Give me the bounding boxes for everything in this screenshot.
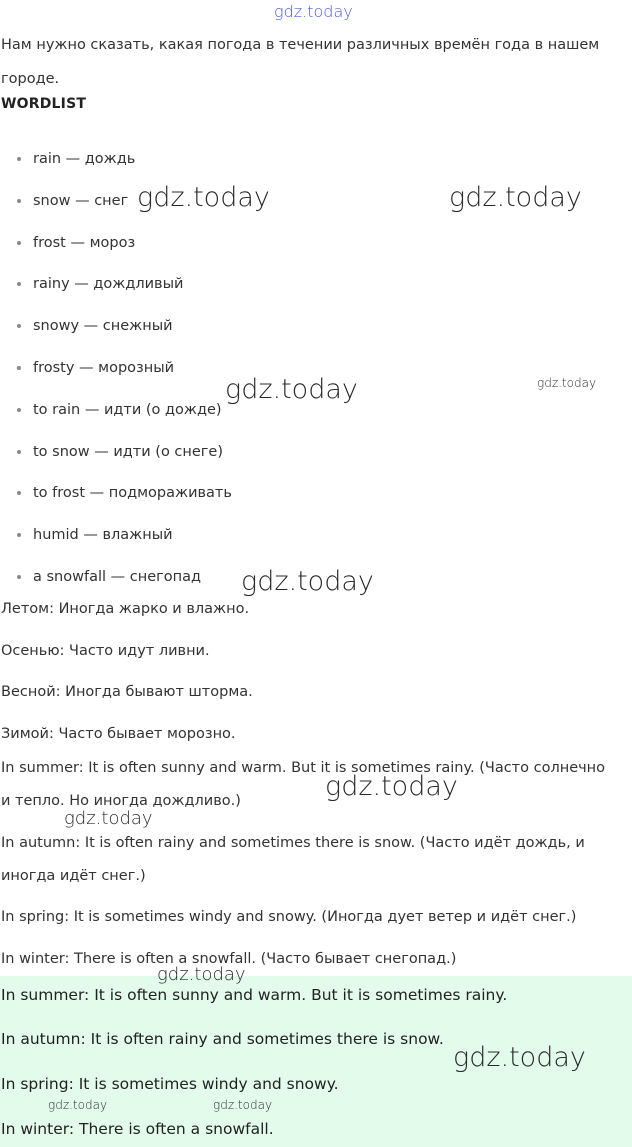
wordlist-item: humid — влажный bbox=[0, 518, 632, 560]
russian-spring-line: Весной: Иногда бывают шторма. bbox=[1, 684, 253, 700]
wordlist-heading: WORDLIST bbox=[1, 96, 87, 112]
answer-winter: In winter: There is often a snowfall. bbox=[1, 1120, 274, 1138]
wordlist-item: frost — мороз bbox=[0, 226, 632, 268]
wordlist-item: a snowfall — снегопад bbox=[0, 560, 632, 602]
wordlist-item: rain — дождь bbox=[0, 142, 632, 184]
answer-summer: In summer: It is often sunny and warm. But it is sometimes rainy. bbox=[1, 986, 508, 1004]
translated-summer-line-1: In summer: It is often sunny and warm. But it is sometimes rainy. (Часто солнечно bbox=[1, 760, 606, 776]
watermark: gdz.today bbox=[537, 376, 597, 390]
intro-text: Нам нужно сказать, какая погода в течении различных времён года в нашем городе. bbox=[1, 37, 600, 87]
russian-summer-line: Летом: Иногда жарко и влажно. bbox=[1, 601, 250, 617]
wordlist-item: snow — снег bbox=[0, 184, 632, 226]
watermark: gdz.today bbox=[241, 566, 374, 597]
watermark: gdz.today bbox=[64, 808, 153, 829]
watermark: gdz.today bbox=[325, 771, 458, 802]
russian-autumn-line: Осенью: Часто идут ливни. bbox=[1, 643, 210, 659]
translated-autumn-line-1: In autumn: It is often rainy and sometimes there is snow. (Часто идёт дождь, и bbox=[1, 835, 585, 851]
translated-summer-line-2: и тепло. Но иногда дождливо.) bbox=[1, 793, 241, 809]
watermark: gdz.today bbox=[453, 1042, 586, 1073]
wordlist-item: frosty — морозный bbox=[0, 351, 632, 393]
russian-winter-line: Зимой: Часто бывает морозно. bbox=[1, 726, 236, 742]
watermark: gdz.today bbox=[213, 1098, 273, 1112]
watermark: gdz.today bbox=[225, 374, 358, 405]
answer-autumn: In autumn: It is often rainy and sometimes there is snow. bbox=[1, 1030, 444, 1048]
answer-spring: In spring: It is sometimes windy and snowy. bbox=[1, 1075, 339, 1093]
translated-spring-line: In spring: It is sometimes windy and snowy. (Иногда дует ветер и идёт снег.) bbox=[1, 909, 577, 925]
watermark: gdz.today bbox=[48, 1098, 108, 1112]
wordlist-item: to frost — подмораживать bbox=[0, 476, 632, 518]
watermark-top: gdz.today bbox=[274, 2, 353, 21]
watermark: gdz.today bbox=[157, 964, 246, 985]
translated-autumn-line-2: иногда идёт снег.) bbox=[1, 868, 146, 884]
translated-winter-line: In winter: There is often a snowfall. (Часто бывает снегопад.) bbox=[1, 951, 457, 967]
watermark: gdz.today bbox=[449, 182, 582, 213]
wordlist-item: to rain — идти (о дожде) bbox=[0, 393, 632, 435]
wordlist-item: to snow — идти (о снеге) bbox=[0, 435, 632, 477]
watermark: gdz.today bbox=[137, 182, 270, 213]
wordlist-item: rainy — дождливый bbox=[0, 267, 632, 309]
wordlist-item: snowy — снежный bbox=[0, 309, 632, 351]
